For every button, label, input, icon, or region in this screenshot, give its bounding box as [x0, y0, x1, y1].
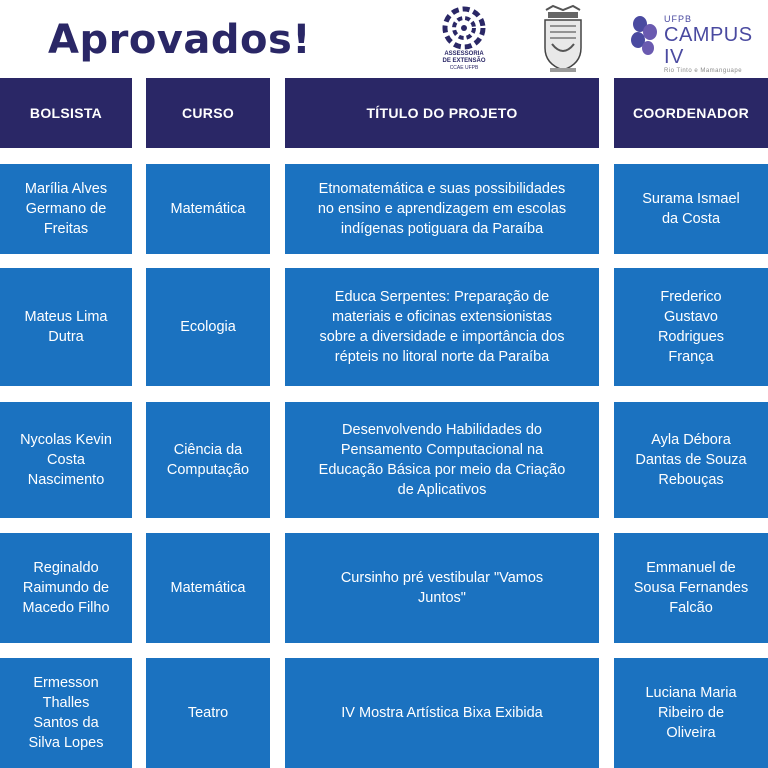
table-cell-coordenador: Ayla Débora Dantas de Souza Rebouças [614, 402, 768, 518]
table-cell-titulo: Desenvolvendo Habilidades do Pensamento Computacional na Educação Básica por meio da Criação de Aplicativos [285, 402, 599, 518]
ufpb-crest-icon [538, 4, 588, 74]
table-cell-titulo: IV Mostra Artística Bixa Exibida [285, 658, 599, 768]
table-cell-curso: Matemática [146, 164, 270, 254]
campus-ufpb-label: UFPB [664, 14, 693, 24]
table-cell-titulo: Cursinho pré vestibular "Vamos Juntos" [285, 533, 599, 643]
campus-logo-icon [628, 14, 662, 58]
table-cell-coordenador: Surama Ismael da Costa [614, 164, 768, 254]
extension-logo [436, 6, 492, 74]
header-coordenador: COORDENADOR [614, 78, 768, 148]
table-cell-curso: Matemática [146, 533, 270, 643]
campus-name: CAMPUS IV [664, 24, 753, 68]
table-cell-curso: Ecologia [146, 268, 270, 386]
header-curso: CURSO [146, 78, 270, 148]
header-bolsista: BOLSISTA [0, 78, 132, 148]
extension-logo-line2: DE EXTENSÃO [442, 58, 486, 64]
extension-logo-line3: CCAE UFPB [449, 65, 479, 71]
campus-logo [628, 14, 758, 74]
table-cell-coordenador: Frederico Gustavo Rodrigues França [614, 268, 768, 386]
table-cell-bolsista: Reginaldo Raimundo de Macedo Filho [0, 533, 132, 643]
table-cell-titulo: Etnomatemática e suas possibilidades no ensino e aprendizagem em escolas indígenas potiguara da Paraíba [285, 164, 599, 254]
campus-sub: Rio Tinto e Mamanguape [664, 68, 743, 74]
extension-logo-icon [436, 6, 492, 50]
table-cell-bolsista: Ermesson Thalles Santos da Silva Lopes [0, 658, 132, 768]
extension-logo-line1: ASSESSORIA [444, 51, 484, 57]
header-titulo: TÍTULO DO PROJETO [285, 78, 599, 148]
ufpb-logo [538, 4, 588, 74]
table-cell-curso: Ciência da Computação [146, 402, 270, 518]
table-cell-bolsista: Nycolas Kevin Costa Nascimento [0, 402, 132, 518]
table-cell-titulo: Educa Serpentes: Preparação de materiais e oficinas extensionistas sobre a diversidade e importância dos répteis no litoral norte da Paraíba [285, 268, 599, 386]
table-cell-curso: Teatro [146, 658, 270, 768]
table-cell-bolsista: Marília Alves Germano de Freitas [0, 164, 132, 254]
page-title: Aprovados! [48, 17, 312, 63]
table-cell-coordenador: Emmanuel de Sousa Fernandes Falcão [614, 533, 768, 643]
table-cell-coordenador: Luciana Maria Ribeiro de Oliveira [614, 658, 768, 768]
table-cell-bolsista: Mateus Lima Dutra [0, 268, 132, 386]
